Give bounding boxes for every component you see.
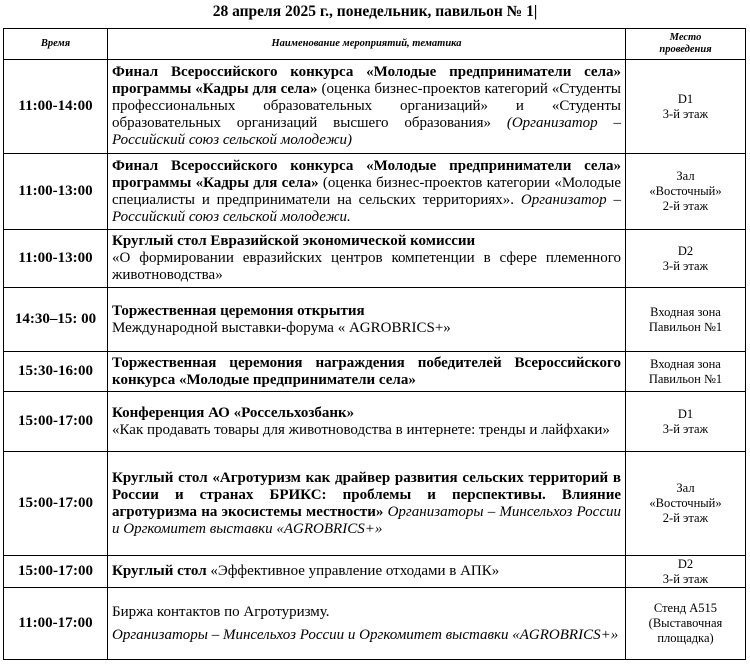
row-time: 14:30–15: 00 [4,288,108,352]
row-description: Круглый стол Евразийской экономической комиссии «О формировании евразийских центров компетенции в сфере племенного животноводства» [108,230,626,288]
table-row [4,60,746,154]
row-description: Торжественная церемония награждения победителей Всероссийского конкурса «Молодые предприниматели села» [108,352,626,392]
row-place: Входная зона Павильон №1 [626,288,746,352]
header-row [4,29,746,60]
row-place: D1 3-й этаж [626,392,746,452]
row-place: Стенд А515 (Выставочная площадка) [626,588,746,660]
row-place: Зал «Восточный» 2-й этаж [626,452,746,556]
row-time: 11:00-13:00 [4,154,108,230]
header-name: Наименование мероприятий, тематика [108,29,626,60]
table-row [4,230,746,288]
row-time: 11:00-14:00 [4,60,108,154]
row-place: Входная зона Павильон №1 [626,352,746,392]
row-description: Биржа контактов по Агротуризму. Организаторы – Минсельхоз России и Оргкомитет выставки «AGROBRICS+» [108,588,626,660]
table-row [4,392,746,452]
row-place: D2 3-й этаж [626,556,746,588]
row-time: 15:30-16:00 [4,352,108,392]
row-place: D2 3-й этаж [626,230,746,288]
row-description: Круглый стол «Агротуризм как драйвер развития сельских территорий в России и странах БРИКС: проблемы и перспективы. Влияние агротуризма на экосистемы местности» Организаторы – Минсельхоз России и Оргкомитет выставки «AGROBRICS+» [108,452,626,556]
row-time: 11:00-17:00 [4,588,108,660]
table-row [4,452,746,556]
page-title: 28 апреля 2025 г., понедельник, павильон № 1| [212,3,538,20]
row-place: Зал «Восточный» 2-й этаж [626,154,746,230]
row-time: 15:00-17:00 [4,556,108,588]
row-time: 15:00-17:00 [4,392,108,452]
row-description: Финал Всероссийского конкурса «Молодые предприниматели села» программы «Кадры для села» (оценка бизнес-проектов категории «Молодые специалисты и предприниматели на сельских территориях». Организатор – Российский союз сельской молодежи. [108,154,626,230]
table-row [4,588,746,660]
table-row [4,352,746,392]
row-description: Конференция АО «Россельхозбанк» «Как продавать товары для животноводства в интернете: тренды и лайфхаки» [108,392,626,452]
row-description: Финал Всероссийского конкурса «Молодые предприниматели села» программы «Кадры для села» (оценка бизнес-проектов категорий «Студенты профессиональных образовательных организаций» и «Студенты образовательных организаций высшего образования» (Организатор – Российский союз сельской молодежи) [108,60,626,154]
row-description: Торжественная церемония открытия Международной выставки-форума « AGROBRICS+» [108,288,626,352]
table-row [4,288,746,352]
row-time: 11:00-13:00 [4,230,108,288]
table-row [4,556,746,588]
row-place: D1 3-й этаж [626,60,746,154]
table-row [4,154,746,230]
row-description: Круглый стол «Эффективное управление отходами в АПК» [108,556,626,588]
schedule-table [3,28,746,660]
header-time: Время [4,29,108,60]
row-time: 15:00-17:00 [4,452,108,556]
header-place: Место проведения [626,29,746,60]
